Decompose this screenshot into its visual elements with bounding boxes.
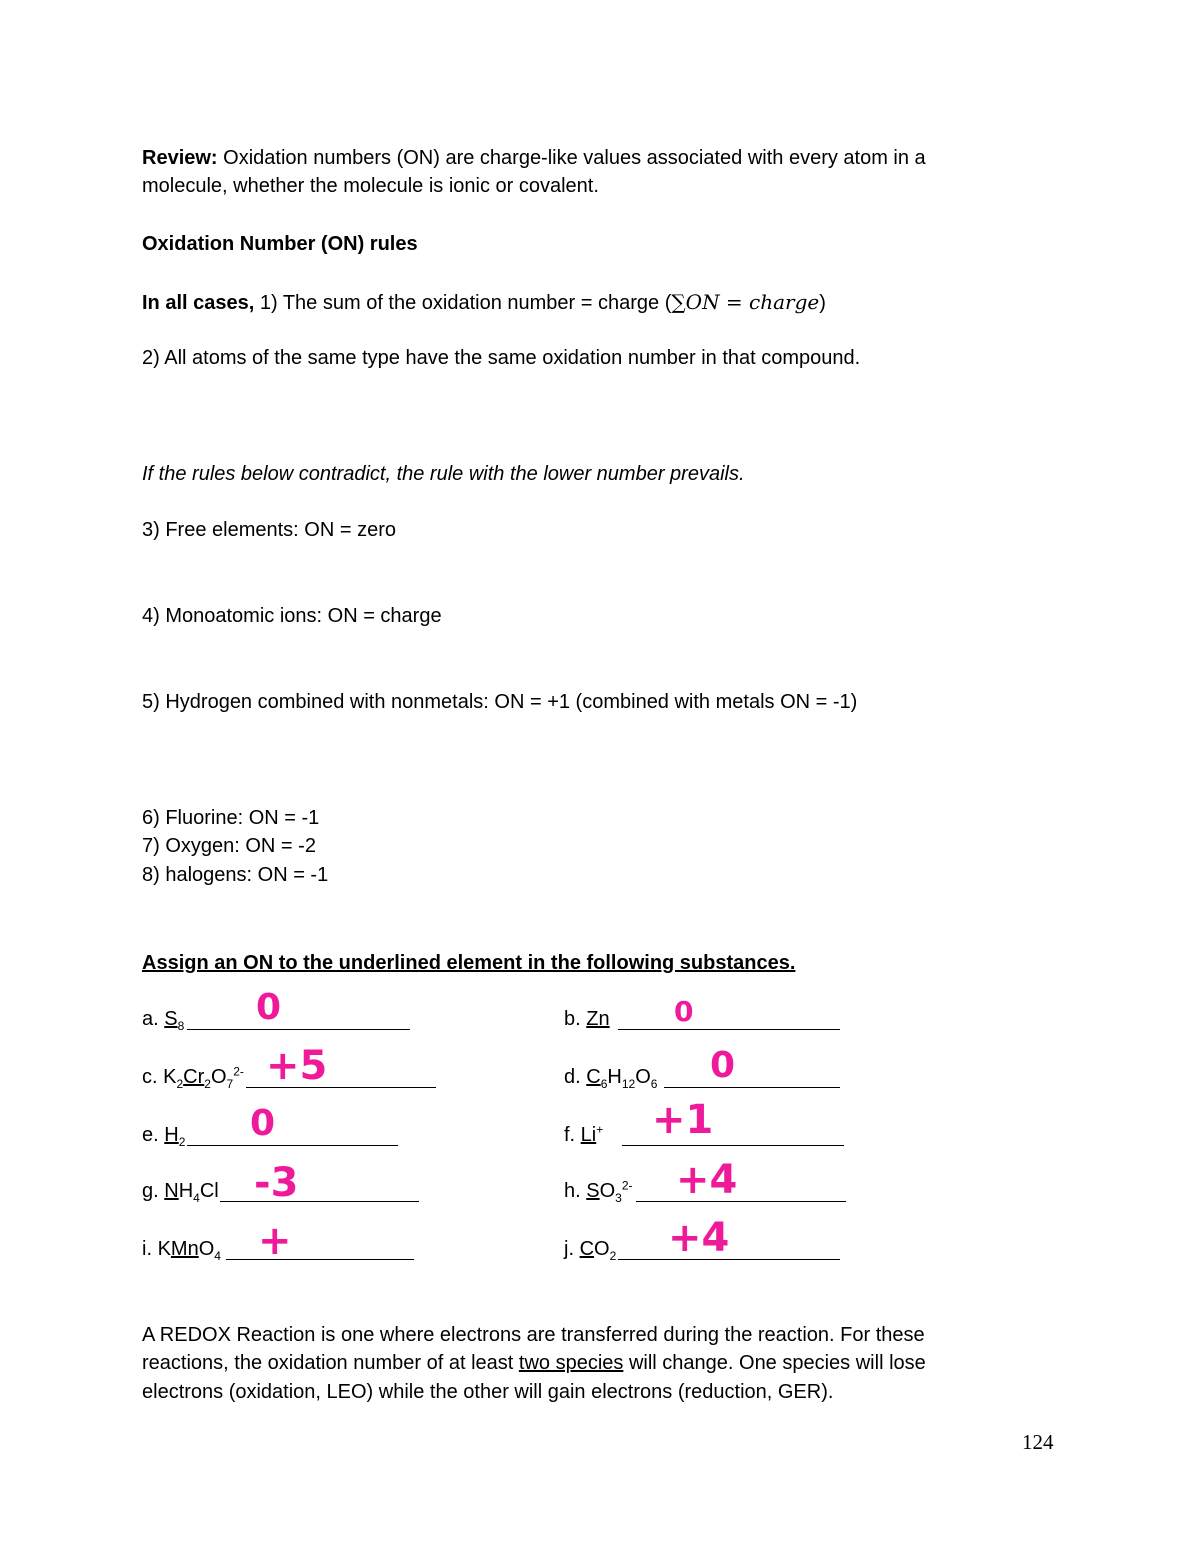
answer-line-h[interactable] (636, 1201, 846, 1202)
formula-li-plus: Li+ (580, 1122, 604, 1146)
exercise-a-label: a. (142, 1008, 165, 1030)
exercise-b (564, 1005, 610, 1033)
rule-8: 8) halogens: ON = -1 (142, 864, 329, 886)
rule-3: 3) Free elements: ON = zero (142, 519, 396, 541)
exercise-c (142, 1063, 244, 1091)
handwritten-answer-f: +1 (652, 1097, 714, 1143)
exercise-e (142, 1121, 185, 1149)
rule-1-label: In all cases, (142, 292, 255, 314)
exercise-j (564, 1235, 616, 1263)
redox-line-2-end: will change. One species will lose (623, 1352, 926, 1374)
exercise-h (564, 1177, 633, 1205)
rule-5: 5) Hydrogen combined with nonmetals: ON = +1 (combined with metals ON = -1) (142, 691, 858, 713)
exercise-e-label: e. (142, 1124, 165, 1146)
answer-line-b[interactable] (618, 1029, 840, 1030)
answer-line-e[interactable] (187, 1145, 398, 1146)
redox-line-3: electrons (oxidation, LEO) while the other will gain electrons (reduction, GER). (142, 1381, 834, 1403)
formula-kmno4: KMnO$_4$ (157, 1238, 221, 1263)
rule-1-close: ) (819, 292, 826, 314)
exercise-i (142, 1235, 221, 1263)
handwritten-answer-i: + (258, 1218, 292, 1264)
exercise-f (564, 1121, 603, 1149)
review-line-1 (142, 144, 926, 172)
exercise-i-label: i. (142, 1238, 158, 1260)
formula-co2: $CO_2$ (579, 1238, 617, 1263)
exercise-d (564, 1063, 657, 1091)
handwritten-answer-j: +4 (668, 1215, 730, 1261)
rule-1-text: 1) The sum of the oxidation number = charge ( (254, 292, 672, 314)
exercise-h-label: h. (564, 1180, 587, 1202)
rule-1 (142, 288, 826, 317)
page-number: 124 (1022, 1430, 1054, 1454)
exercise-d-label: d. (564, 1066, 587, 1088)
formula-c6h12o6: $C_6H_{12}O_6$ (586, 1066, 658, 1091)
rule-6: 6) Fluorine: ON = -1 (142, 807, 320, 829)
formula-nh4cl: $NH_4Cl$ (164, 1180, 219, 1205)
review-label: Review: (142, 147, 218, 169)
rule-4: 4) Monoatomic ions: ON = charge (142, 605, 442, 627)
assign-heading: Assign an ON to the underlined element in the following substances. (142, 952, 796, 974)
handwritten-answer-d: 0 (710, 1045, 736, 1086)
rule-7: 7) Oxygen: ON = -2 (142, 835, 316, 857)
answer-line-d[interactable] (664, 1087, 840, 1088)
exercise-a (142, 1005, 184, 1033)
formula-h2: $H_2$ (164, 1124, 186, 1149)
handwritten-answer-h: +4 (676, 1157, 738, 1203)
formula-s8: $S_8$ (164, 1008, 185, 1033)
rule-2: 2) All atoms of the same type have the same oxidation number in that compound. (142, 347, 861, 369)
exercise-j-label: j. (564, 1238, 580, 1260)
answer-line-j[interactable] (618, 1259, 840, 1260)
handwritten-answer-g: -3 (254, 1160, 299, 1206)
review-line-2: molecule, whether the molecule is ionic or covalent. (142, 175, 599, 197)
answer-line-i[interactable] (226, 1259, 414, 1260)
formula-k2cr2o7: $K_2Cr_2O_7^{2-}$ (163, 1064, 244, 1091)
redox-underlined-term: two species (518, 1352, 624, 1374)
redox-line-1: A REDOX Reaction is one where electrons are transferred during the reaction. For these (142, 1324, 925, 1346)
redox-line-2-start: reactions, the oxidation number of at least (142, 1352, 519, 1374)
exercise-f-label: f. (564, 1124, 581, 1146)
answer-line-a[interactable] (187, 1029, 410, 1030)
handwritten-answer-b: 0 (674, 995, 694, 1028)
exercise-b-label: b. (564, 1008, 587, 1030)
exercise-c-label: c. (142, 1066, 164, 1088)
exercise-g (142, 1177, 219, 1205)
answer-line-g[interactable] (220, 1201, 419, 1202)
redox-line-2 (142, 1349, 926, 1377)
rule-1-formula: ∑ON = charge (671, 290, 820, 314)
review-text-1: Oxidation numbers (ON) are charge-like values associated with every atom in a (217, 147, 926, 169)
handwritten-answer-c: +5 (266, 1043, 328, 1089)
handwritten-answer-e: 0 (250, 1103, 276, 1144)
formula-zn: Zn (586, 1008, 610, 1030)
handwritten-answer-a: 0 (256, 987, 282, 1028)
contradict-note: If the rules below contradict, the rule with the lower number prevails. (142, 463, 745, 485)
answer-line-f[interactable] (622, 1145, 844, 1146)
rules-heading: Oxidation Number (ON) rules (142, 233, 418, 255)
formula-so3: $SO_3^{2-}$ (586, 1178, 633, 1205)
exercise-g-label: g. (142, 1180, 165, 1202)
